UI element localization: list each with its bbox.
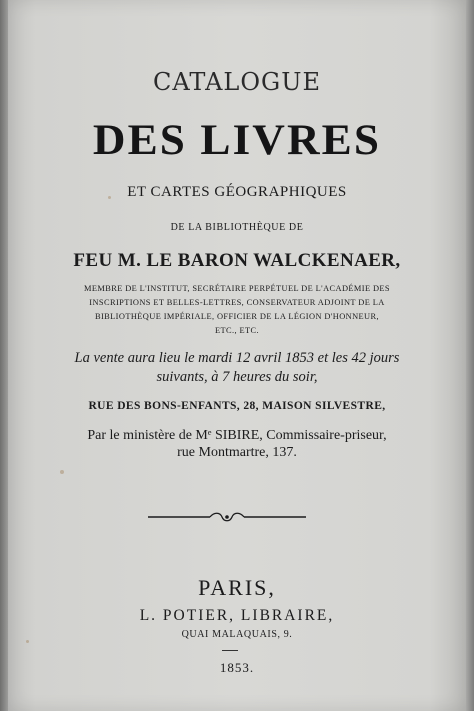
- book-spine-edge: [0, 0, 8, 711]
- auctioneer-address: rue Montmartre, 137.: [177, 445, 297, 460]
- heading-catalogue: CATALOGUE: [153, 68, 321, 96]
- ornamental-rule: [148, 511, 306, 523]
- membre-line: MEMBRE DE L'INSTITUT, SECRÉTAIRE PERPÉTUEL DE L'ACADÉMIE DES: [84, 284, 390, 293]
- heading-des-livres: DES LIVRES: [92, 117, 382, 164]
- foxing-spot: [60, 470, 64, 474]
- sale-time-line: suivants, à 7 heures du soir,: [156, 369, 318, 385]
- book-page-edge: [466, 0, 474, 711]
- imprint-city: PARIS,: [198, 575, 276, 600]
- sale-date-line: La vente aura lieu le mardi 12 avril 1853 et les 42 jours: [74, 350, 400, 366]
- membre-line: BIBLIOTHÈQUE IMPÉRIALE, OFFICIER DE LA LÉGION D'HONNEUR,: [95, 312, 379, 321]
- imprint-address: QUAI MALAQUAIS, 9.: [181, 629, 293, 640]
- subheading-cartes: ET CARTES GÉOGRAPHIQUES: [127, 184, 347, 200]
- owner-name: FEU M. LE BARON WALCKENAER,: [73, 250, 401, 271]
- auctioneer-line: Par le ministère de Mᵉ SIBIRE, Commissaire-priseur,: [87, 428, 387, 443]
- line-bibliotheque: DE LA BIBLIOTHÈQUE DE: [170, 222, 304, 233]
- imprint-year: 1853.: [219, 660, 255, 675]
- membre-line: INSCRIPTIONS ET BELLES-LETTRES, CONSERVATEUR ADJOINT DE LA: [89, 298, 385, 307]
- membre-line: ETC., ETC.: [214, 326, 259, 335]
- sale-address: RUE DES BONS-ENFANTS, 28, MAISON SILVESTRE,: [88, 400, 386, 412]
- imprint-publisher: L. POTIER, LIBRAIRE,: [139, 607, 335, 624]
- imprint-rule: [222, 650, 238, 651]
- foxing-spot: [26, 640, 29, 643]
